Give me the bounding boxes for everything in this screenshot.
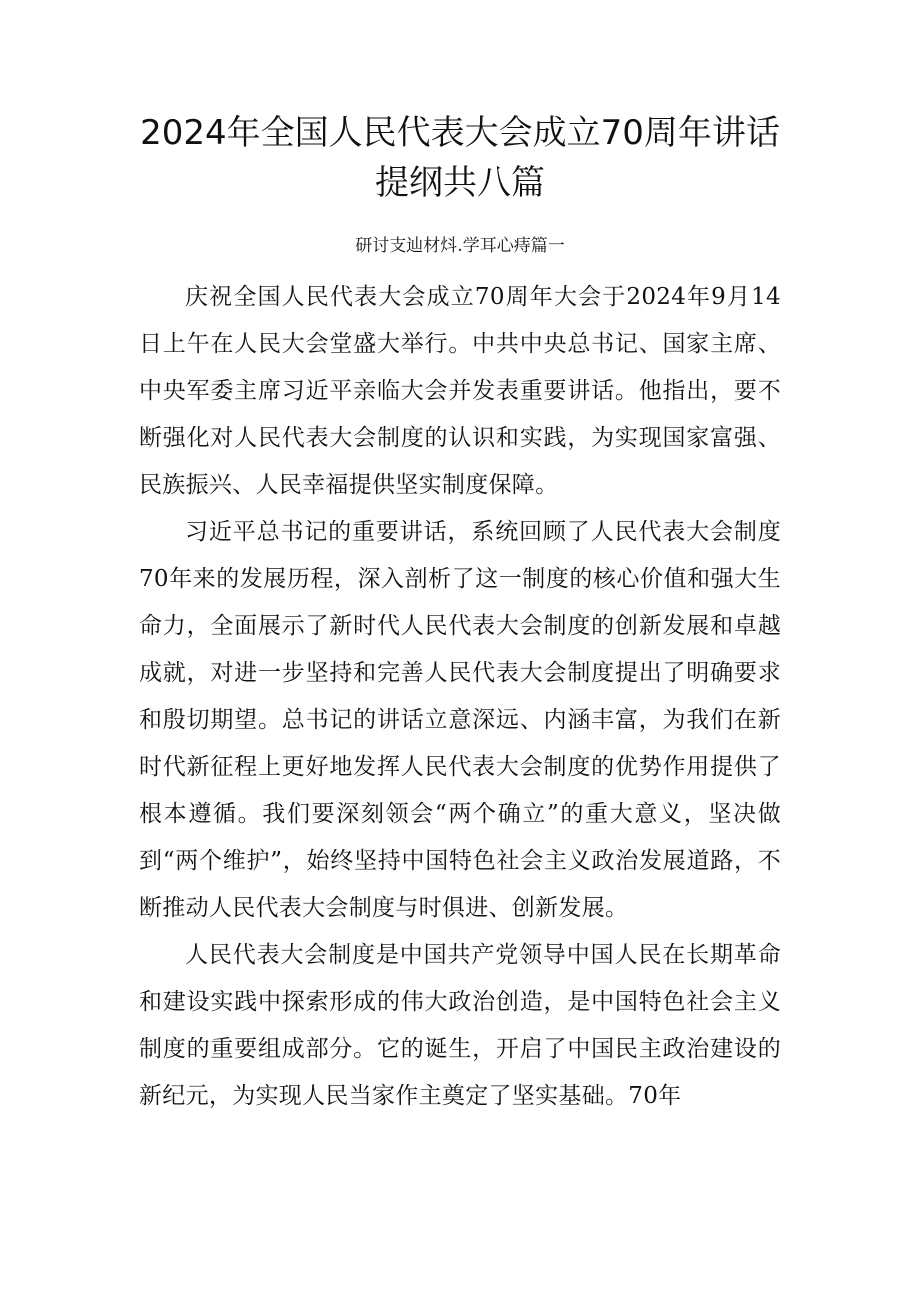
document-body bbox=[139, 274, 781, 1120]
document-subtitle: 研讨支辿材炓.学耳心痔篇一 bbox=[355, 236, 565, 256]
document-title bbox=[100, 108, 820, 208]
paragraph: 人民代表大会制度是中国共产党领导中国人民在长期革命和建设实践中探索形成的伟大政治创造，是中国特色社会主义制度的重要组成部分。它的诞生，开启了中国民主政治建设的新纪元，为实现人民当家作主奠定了坚实基础。70年 bbox=[139, 942, 781, 1109]
title-line-2: 提纲共八篇 bbox=[375, 163, 545, 203]
paragraph: 庆祝全国人民代表大会成立70周年大会于2024年9月14日上午在人民大会堂盛大举行。中共中央总书记、国家主席、中央军委主席习近平亲临大会并发表重要讲话。他指出，要不断强化对人民代表大会制度的认识和实践，为实现国家富强、民族振兴、人民幸福提供坚实制度保障。 bbox=[139, 284, 781, 498]
title-line-1: 2024年全国人民代表大会成立70周年讲话 bbox=[140, 113, 780, 153]
paragraph: 习近平总书记的重要讲话，系统回顾了人民代表大会制度70年来的发展历程，深入剖析了这一制度的核心价值和强大生命力，全面展示了新时代人民代表大会制度的创新发展和卓越成就，对进一步坚持和完善人民代表大会制度提出了明确要求和殷切期望。总书记的讲话立意深远、内涵丰富，为我们在新时代新征程上更好地发挥人民代表大会制度的优势作用提供了根本遵循。我们要深刻领会“两个确立”的重大意义，坚决做到“两个维护”，始终坚持中国特色社会主义政治发展道路，不断推动人民代表大会制度与时俱进、创新发展。 bbox=[139, 519, 781, 921]
